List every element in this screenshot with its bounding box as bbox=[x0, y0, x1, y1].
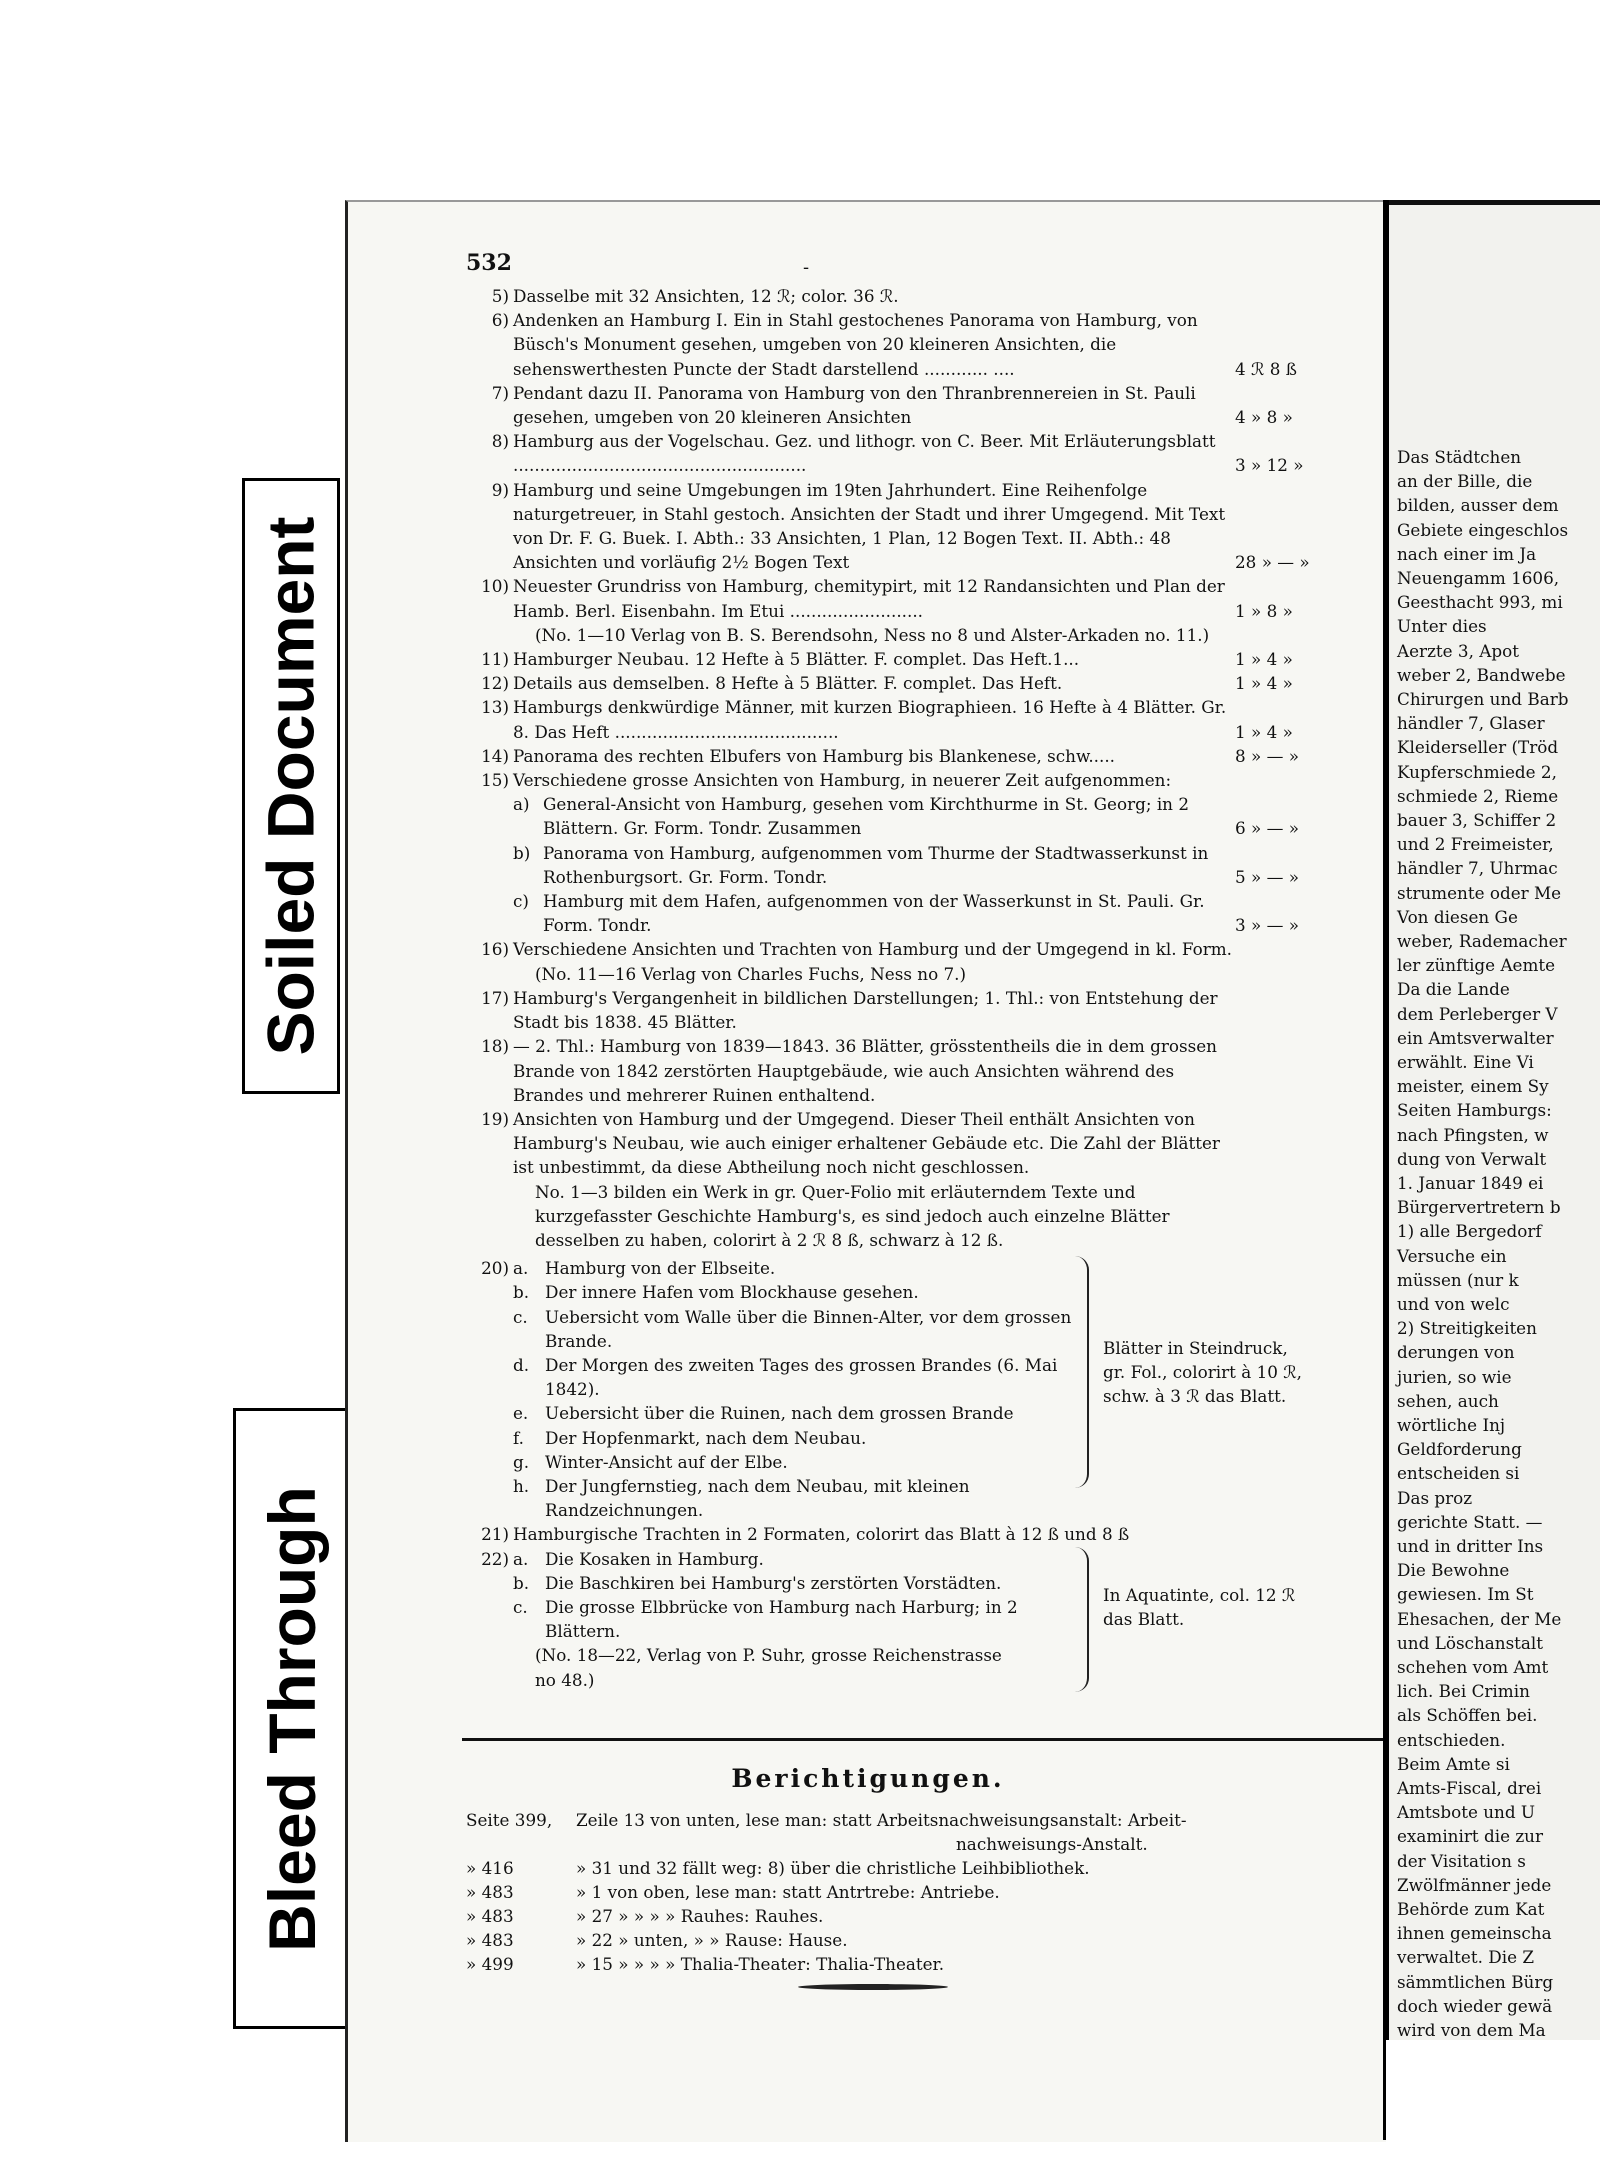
entry-number: 12) bbox=[481, 673, 509, 694]
item-letter: c. bbox=[513, 1596, 528, 1617]
correction-text: Zeile 13 von unten, lese man: statt Arbeitsnachweisungsanstalt: Arbeit- bbox=[576, 1810, 1187, 1830]
group-item bbox=[513, 1256, 1073, 1280]
item-letter: c. bbox=[513, 1306, 528, 1327]
facing-page-line: gewiesen. Im St bbox=[1397, 1584, 1534, 1605]
facing-page-line: ein Amtsverwalter bbox=[1397, 1027, 1554, 1048]
entry-price: 1 » 8 » bbox=[1235, 600, 1293, 621]
entry-number: 19) bbox=[481, 1108, 509, 1129]
entry-text: Details aus demselben. 8 Hefte à 5 Blätter. F. complet. Das Heft. bbox=[513, 673, 1063, 694]
group-item bbox=[513, 1450, 1073, 1474]
entry-text: Panorama des rechten Elbufers von Hamburg bis Blankenese, schw..... bbox=[513, 745, 1116, 766]
entry-number: 5) bbox=[491, 286, 509, 306]
entry-number: c) bbox=[513, 891, 529, 912]
group-item bbox=[513, 1571, 1073, 1595]
entry-price: 1 » 4 » bbox=[1235, 649, 1293, 670]
entry-text: — 2. Thl.: Hamburg von 1839—1843. 36 Blätter, grösstentheils die in dem grossen Brande von 1842 zerstörten Hauptgebäude, wie auch Ansichten während des Brandes und mehrerer Ruinen enthaltend. bbox=[513, 1036, 1217, 1105]
entry-price: 1 » 4 » bbox=[1235, 721, 1293, 742]
brace bbox=[1075, 1547, 1089, 1692]
correction-page: » 483 bbox=[466, 1906, 514, 1926]
entry-number: 8) bbox=[491, 431, 509, 452]
entry-text: General-Ansicht von Hamburg, gesehen vom Kirchthurme in St. Georg; in 2 Blättern. Gr. Form. Tondr. Zusammen bbox=[543, 794, 1190, 839]
group-item bbox=[513, 1547, 1073, 1571]
publisher-note-1: (No. 1—10 Verlag von B. S. Berendsohn, Ness no 8 und Alster-Arkaden no. 11.) bbox=[535, 624, 1210, 645]
page-body bbox=[463, 284, 1373, 1692]
entry-item bbox=[463, 478, 1373, 575]
entry-item bbox=[463, 1107, 1373, 1180]
soiled-document-label-text: Soiled Document bbox=[254, 516, 328, 1056]
facing-page-line: derungen von bbox=[1397, 1342, 1515, 1363]
facing-page-line: doch wieder gewä bbox=[1397, 1995, 1553, 2016]
entry-item bbox=[463, 937, 1373, 961]
entry-number: 21) bbox=[481, 1524, 509, 1545]
group-item bbox=[513, 1474, 1073, 1522]
item-text: Winter-Ansicht auf der Elbe. bbox=[545, 1451, 788, 1472]
facing-page-line: erwählt. Eine Vi bbox=[1397, 1052, 1534, 1072]
group-item bbox=[513, 1595, 1073, 1643]
facing-page-line: händler 7, Glaser bbox=[1397, 713, 1545, 734]
entry-item bbox=[463, 647, 1373, 671]
entry-number: 11) bbox=[481, 649, 509, 670]
group-item bbox=[513, 1353, 1073, 1401]
entry-text: Hamburg's Vergangenheit in bildlichen Darstellungen; 1. Thl.: von Entstehung der Stadt bis 1838. 45 Blätter. bbox=[513, 987, 1218, 1033]
facing-page-line: Amtsbote und U bbox=[1397, 1802, 1536, 1823]
entry-22-note: In Aquatinte, col. 12 ℛ das Blatt. bbox=[1103, 1584, 1296, 1629]
facing-page-line: Unter dies bbox=[1397, 616, 1487, 637]
entry-item bbox=[463, 744, 1373, 768]
entry-item bbox=[463, 284, 1373, 308]
facing-page-line: Neuengamm 1606, bbox=[1397, 568, 1560, 588]
entry-text: Hamburg aus der Vogelschau. Gez. und lithogr. von C. Beer. Mit Erläuterungsblatt ....................................................... bbox=[513, 431, 1216, 476]
facing-page-line: Da die Lande bbox=[1397, 979, 1510, 1000]
correction-continuation: nachweisungs-Anstalt. bbox=[956, 1834, 1148, 1854]
entry-number: 13) bbox=[481, 697, 509, 718]
entry-text: Neuester Grundriss von Hamburg, chemitypirt, mit 12 Randansichten und Plan der Hamb. Berl. Eisenbahn. Im Etui ......................... bbox=[513, 576, 1225, 621]
facing-page-line: Amts-Fiscal, drei bbox=[1397, 1778, 1542, 1798]
facing-page bbox=[1389, 200, 1600, 2065]
item-text: Der Jungfernstieg, nach dem Neubau, mit kleinen Randzeichnungen. bbox=[545, 1475, 970, 1521]
item-letter: a. bbox=[513, 1258, 529, 1279]
facing-page-line: Chirurgen und Barb bbox=[1397, 689, 1569, 709]
entry-number: 17) bbox=[481, 987, 509, 1008]
entry-number: 18) bbox=[481, 1036, 509, 1057]
facing-page-line: strumente oder Me bbox=[1397, 882, 1562, 903]
entry-price: 4 ℛ 8 ß bbox=[1235, 358, 1297, 379]
facing-page-line: verwaltet. Die Z bbox=[1397, 1947, 1535, 1968]
entry-text: Panorama von Hamburg, aufgenommen vom Thurme der Stadtwasserkunst in Rothenburgsort. Gr. Form. Tondr. bbox=[543, 842, 1209, 887]
item-letter: h. bbox=[513, 1475, 530, 1496]
entry-number: 7) bbox=[491, 382, 509, 403]
facing-page-line: dem Perleberger V bbox=[1397, 1003, 1558, 1024]
facing-page-line: als Schöffen bei. bbox=[1397, 1705, 1538, 1726]
entry-number: 10) bbox=[481, 576, 509, 597]
soiled-document-label bbox=[242, 478, 340, 1094]
item-letter: g. bbox=[513, 1451, 530, 1472]
item-text: Hamburg von der Elbseite. bbox=[545, 1258, 776, 1279]
item-letter: a. bbox=[513, 1548, 529, 1569]
facing-page-line: Seiten Hamburgs: bbox=[1397, 1100, 1552, 1121]
bleed-through-label bbox=[233, 1408, 351, 2029]
correction-row bbox=[466, 1882, 1380, 1902]
entry-22-items bbox=[513, 1547, 1073, 1644]
correction-row bbox=[466, 1858, 1470, 1878]
entry-item bbox=[463, 841, 1373, 889]
correction-row bbox=[466, 1930, 1228, 1950]
item-text: Der Hopfenmarkt, nach dem Neubau. bbox=[545, 1427, 867, 1448]
facing-page-line: 2) Streitigkeiten bbox=[1397, 1318, 1537, 1339]
entry-price: 8 » — » bbox=[1235, 745, 1299, 766]
facing-page-line: ihnen gemeinscha bbox=[1397, 1923, 1552, 1944]
entry-item bbox=[463, 381, 1373, 429]
facing-page-line: an der Bille, die bbox=[1397, 471, 1533, 492]
facing-page-line: und in dritter Ins bbox=[1397, 1536, 1544, 1556]
facing-page-line: schehen vom Amt bbox=[1397, 1657, 1549, 1677]
entry-number: 9) bbox=[491, 479, 509, 500]
facing-page-line: meister, einem Sy bbox=[1397, 1076, 1549, 1097]
item-letter: b. bbox=[513, 1282, 530, 1303]
correction-page: » 483 bbox=[466, 1882, 514, 1902]
facing-page-line: ler zünftige Aemte bbox=[1397, 955, 1556, 976]
entry-item bbox=[463, 768, 1373, 792]
entry-number: 16) bbox=[481, 939, 509, 960]
entry-price: 5 » — » bbox=[1235, 866, 1299, 887]
entry-item bbox=[463, 986, 1373, 1034]
item-text: Die grosse Elbbrücke von Hamburg nach Harburg; in 2 Blättern. bbox=[545, 1596, 1018, 1642]
correction-text: » 15 » » » » Thalia-Theater: Thalia-Theater. bbox=[576, 1954, 945, 1974]
item-text: Die Baschkiren bei Hamburg's zerstörten Vorstädten. bbox=[545, 1572, 1002, 1593]
group-item bbox=[513, 1305, 1073, 1353]
series-note: No. 1—3 bilden ein Werk in gr. Quer-Folio mit erläuterndem Texte und kurzgefasster Geschichte Hamburg's, es sind jedoch auch einzelne Blätter desselben zu haben, colorirt à 2 ℛ 8 ß, schwarz à 12 ß. bbox=[535, 1181, 1170, 1250]
entry-22-trailer: (No. 18—22, Verlag von P. Suhr, grosse Reichenstrasse no 48.) bbox=[535, 1645, 1002, 1690]
entry-text: Dasselbe mit 32 Ansichten, 12 ℛ; color. 36 ℛ. bbox=[513, 286, 899, 306]
entry-text: Hamburg und seine Umgebungen im 19ten Jahrhundert. Eine Reihenfolge naturgetreuer, in Stahl gestoch. Ansichten der Stadt und ihrer Umgegend. Mit Text von Dr. F. G. Buek. I. Abth.: 33 Ansichten, 1 Plan, 12 Bogen Text. II. Abth.: 48 Ansichten und vorläufig 2½ Bogen Text bbox=[513, 479, 1226, 573]
entry-22-group bbox=[463, 1547, 1373, 1692]
brace bbox=[1075, 1256, 1089, 1488]
page-number: 532 bbox=[466, 250, 512, 276]
entry-text: Hamburgs denkwürdige Männer, mit kurzen Biographieen. 16 Hefte à 4 Blätter. Gr. 8. Das Heft .......................................... bbox=[513, 697, 1227, 742]
entry-text: Hamburg mit dem Hafen, aufgenommen von der Wasserkunst in St. Pauli. Gr. Form. Tondr. bbox=[543, 891, 1205, 936]
facing-page-line: Geldforderung bbox=[1397, 1439, 1522, 1460]
entry-item bbox=[463, 695, 1373, 743]
facing-page-line: entschieden. bbox=[1397, 1729, 1506, 1750]
entry-price: 28 » — » bbox=[1235, 552, 1310, 573]
corrections-heading: Berichtigungen. bbox=[731, 1764, 1005, 1793]
entry-text: Ansichten von Hamburg und der Umgegend. Dieser Theil enthält Ansichten von Hamburg's Neubau, wie auch einiger erhaltener Gebäude etc. Die Zahl der Blätter ist unbestimmt, da diese Abtheilung noch nicht geschlossen. bbox=[513, 1108, 1220, 1178]
item-text: Der innere Hafen vom Blockhause gesehen. bbox=[545, 1282, 919, 1303]
facing-page-line: nach Pfingsten, w bbox=[1397, 1124, 1549, 1145]
item-letter: f. bbox=[513, 1427, 524, 1448]
entry-text: Hamburgische Trachten in 2 Formaten, colorirt das Blatt à 12 ß und 8 ß bbox=[513, 1524, 1130, 1545]
entry-list-3 bbox=[463, 937, 1373, 961]
facing-page-line: weber 2, Bandwebe bbox=[1397, 664, 1566, 685]
facing-page-line: lich. Bei Crimin bbox=[1397, 1681, 1530, 1702]
entry-item bbox=[463, 792, 1373, 840]
item-letter: e. bbox=[513, 1403, 529, 1424]
facing-page-line: Bürgervertretern b bbox=[1397, 1197, 1561, 1218]
correction-text: » 31 und 32 fällt weg: 8) über die christliche Leihbibliothek. bbox=[576, 1858, 1090, 1878]
facing-page-line: entscheiden si bbox=[1397, 1463, 1520, 1484]
entry-number: 15) bbox=[481, 770, 509, 791]
entry-price: 4 » 8 » bbox=[1235, 407, 1293, 428]
correction-text: » 1 von oben, lese man: statt Antrtrebe: Antriebe. bbox=[576, 1882, 1000, 1902]
facing-page-line: müssen (nur k bbox=[1397, 1269, 1519, 1290]
item-text: Der Morgen des zweiten Tages des grossen Brandes (6. Mai 1842). bbox=[545, 1354, 1058, 1400]
facing-page-line: Geesthacht 993, mi bbox=[1397, 592, 1563, 613]
entry-21 bbox=[463, 1522, 1373, 1546]
facing-page-line: examinirt die zur bbox=[1397, 1826, 1544, 1847]
facing-page-line: und von welc bbox=[1397, 1294, 1510, 1314]
entry-number: 20) bbox=[481, 1258, 509, 1279]
entry-list-2 bbox=[463, 647, 1373, 792]
entry-20-note: Blätter in Steindruck, gr. Fol., colorirt à 10 ℛ, schw. à 3 ℛ das Blatt. bbox=[1103, 1338, 1302, 1407]
correction-page: » 499 bbox=[466, 1954, 514, 1974]
entry-price: 6 » — » bbox=[1235, 818, 1299, 839]
entry-price: 3 » 12 » bbox=[1235, 455, 1304, 476]
correction-page: Seite 399, bbox=[466, 1810, 553, 1830]
publisher-note-2: (No. 11—16 Verlag von Charles Fuchs, Ness no 7.) bbox=[535, 963, 967, 984]
facing-page-line: sehen, auch bbox=[1397, 1390, 1499, 1411]
facing-page-line: wird von dem Ma bbox=[1397, 2020, 1546, 2040]
bleed-through-label-text: Bleed Through bbox=[255, 1485, 329, 1952]
facing-page-line: und 2 Freimeister, bbox=[1397, 834, 1554, 855]
entry-price: 1 » 4 » bbox=[1235, 673, 1293, 694]
facing-page-line: Zwölfmänner jede bbox=[1397, 1874, 1552, 1895]
facing-page-line: Gebiete eingeschlos bbox=[1397, 519, 1569, 540]
group-item bbox=[513, 1426, 1073, 1450]
item-letter: d. bbox=[513, 1354, 530, 1375]
item-text: Uebersicht vom Walle über die Binnen-Alter, vor dem grossen Brande. bbox=[545, 1306, 1072, 1351]
item-text: Uebersicht über die Ruinen, nach dem grossen Brande bbox=[545, 1403, 1014, 1424]
entry-item bbox=[463, 574, 1373, 622]
facing-page-line: Beim Amte si bbox=[1397, 1753, 1510, 1774]
entry-item bbox=[463, 429, 1373, 477]
correction-page: » 483 bbox=[466, 1930, 514, 1950]
facing-page-line: weber, Rademacher bbox=[1397, 931, 1567, 951]
entry-20-group bbox=[463, 1256, 1373, 1522]
entry-item bbox=[463, 889, 1373, 937]
group-item bbox=[513, 1280, 1073, 1304]
entry-text: Verschiedene Ansichten und Trachten von Hamburg und der Umgegend in kl. Form. bbox=[513, 939, 1233, 960]
facing-page-line: Ehesachen, der Me bbox=[1397, 1608, 1562, 1629]
end-ornament bbox=[798, 1984, 948, 1990]
header-dash: - bbox=[803, 257, 810, 278]
facing-page-line: schmiede 2, Rieme bbox=[1397, 785, 1559, 806]
entry-number: b) bbox=[513, 842, 531, 863]
facing-page-line: und Löschanstalt bbox=[1397, 1632, 1544, 1653]
facing-page-line: gerichte Statt. — bbox=[1397, 1511, 1543, 1532]
facing-page-line: Behörde zum Kat bbox=[1397, 1899, 1545, 1919]
facing-page-line: bilden, ausser dem bbox=[1397, 495, 1559, 516]
entry-20-items bbox=[513, 1256, 1073, 1522]
entry-item bbox=[463, 308, 1373, 381]
entry-item bbox=[463, 1034, 1373, 1107]
scanned-page bbox=[345, 200, 1388, 2142]
facing-page-line: dung von Verwalt bbox=[1397, 1148, 1547, 1169]
entry-text: Andenken an Hamburg I. Ein in Stahl gestochenes Panorama von Hamburg, von Büsch's Monument gesehen, umgeben von 20 kleineren Ansichten, die sehenswerthesten Puncte der Stadt darstellend ............ .... bbox=[513, 310, 1198, 379]
section-rule bbox=[462, 1738, 1392, 1741]
correction-text: » 27 » » » » Rauhes: Rauhes. bbox=[576, 1906, 824, 1926]
entry-text: Pendant dazu II. Panorama von Hamburg von den Thranbrennereien in St. Pauli gesehen, umgeben von 20 kleineren Ansichten bbox=[513, 382, 1196, 428]
facing-page-line: händler 7, Uhrmac bbox=[1397, 858, 1558, 879]
entry-number: 22) bbox=[481, 1548, 509, 1569]
facing-page-line: der Visitation s bbox=[1397, 1850, 1526, 1871]
facing-page-line: jurien, so wie bbox=[1397, 1366, 1512, 1387]
facing-page-line: 1) alle Bergedorf bbox=[1397, 1221, 1542, 1242]
entry-list-4 bbox=[463, 986, 1373, 1180]
group-item bbox=[513, 1401, 1073, 1425]
entry-text: Verschiedene grosse Ansichten von Hamburg, in neuerer Zeit aufgenommen: bbox=[513, 770, 1172, 791]
facing-page-line: Das Städtchen bbox=[1397, 447, 1522, 467]
facing-page-line: nach einer im Ja bbox=[1397, 543, 1537, 564]
facing-page-line: Aerzte 3, Apot bbox=[1397, 640, 1519, 661]
entry-text: Hamburger Neubau. 12 Hefte à 5 Blätter. F. complet. Das Heft.1... bbox=[513, 649, 1080, 670]
entry-list bbox=[463, 284, 1373, 623]
facing-page-line: Die Bewohne bbox=[1397, 1560, 1510, 1581]
facing-page-line: sämmtlichen Bürg bbox=[1397, 1971, 1554, 1992]
facing-page-line: bauer 3, Schiffer 2 bbox=[1397, 810, 1557, 830]
facing-page-line: Versuche ein bbox=[1397, 1245, 1507, 1266]
entry-number: 14) bbox=[481, 745, 509, 766]
correction-row bbox=[466, 1954, 1324, 1974]
entry-number: a) bbox=[513, 794, 530, 815]
facing-page-line: wörtliche Inj bbox=[1397, 1415, 1506, 1435]
item-letter: b. bbox=[513, 1572, 530, 1593]
facing-page-line: 1. Januar 1849 ei bbox=[1397, 1173, 1544, 1193]
correction-row bbox=[466, 1906, 1203, 1926]
entry-price: 3 » — » bbox=[1235, 915, 1299, 936]
facing-page-line: Das proz bbox=[1397, 1487, 1473, 1508]
correction-row bbox=[466, 1834, 1148, 1854]
facing-page-line: Kupferschmiede 2, bbox=[1397, 761, 1557, 782]
correction-text: » 22 » unten, » » Rause: Hause. bbox=[576, 1930, 848, 1950]
lower-margin bbox=[1386, 2040, 1600, 2177]
entry-number: 6) bbox=[491, 310, 509, 331]
entry-15-sublist bbox=[463, 792, 1373, 937]
item-text: Die Kosaken in Hamburg. bbox=[545, 1548, 764, 1569]
facing-page-line: Kleiderseller (Tröd bbox=[1397, 737, 1559, 758]
correction-page: » 416 bbox=[466, 1858, 514, 1878]
facing-page-line: Von diesen Ge bbox=[1397, 906, 1518, 927]
entry-item bbox=[463, 671, 1373, 695]
